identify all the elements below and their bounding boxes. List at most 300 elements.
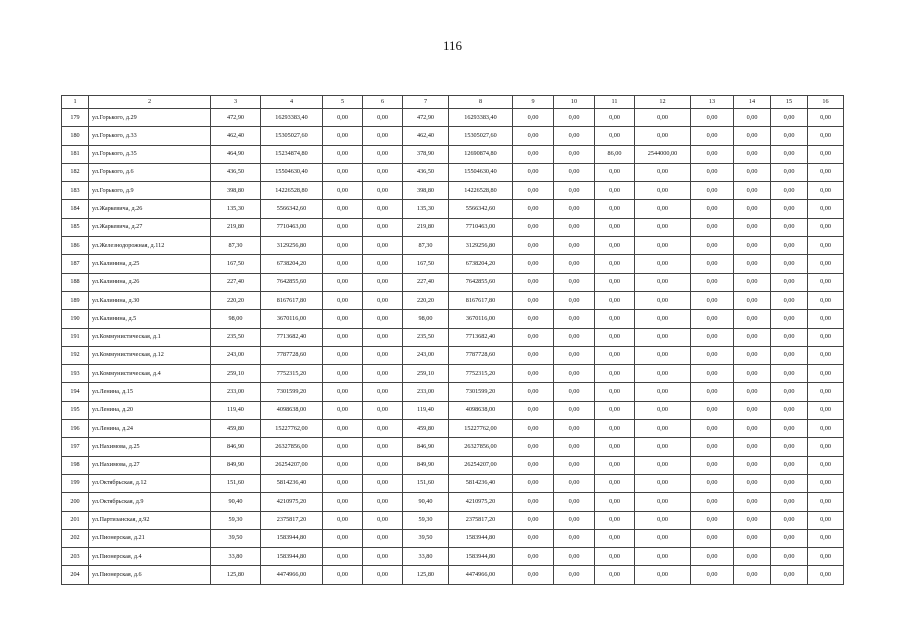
- value-cell: 0,00: [554, 127, 595, 145]
- value-cell: 0,00: [734, 145, 771, 163]
- value-cell: 0,00: [363, 163, 403, 181]
- value-cell: 0,00: [771, 182, 808, 200]
- value-cell: 0,00: [635, 548, 691, 566]
- value-cell: 0,00: [554, 529, 595, 547]
- value-cell: 0,00: [771, 163, 808, 181]
- value-cell: 167,50: [211, 255, 261, 273]
- value-cell: 16293383,40: [261, 109, 323, 127]
- address-cell: ул.Жаркевича, д.26: [89, 200, 211, 218]
- value-cell: 7642855,60: [261, 273, 323, 291]
- value-cell: 0,00: [554, 182, 595, 200]
- value-cell: 0,00: [595, 109, 635, 127]
- value-cell: 849,90: [403, 456, 449, 474]
- value-cell: 0,00: [513, 255, 554, 273]
- value-cell: 0,00: [595, 127, 635, 145]
- value-cell: 0,00: [771, 456, 808, 474]
- value-cell: 0,00: [363, 493, 403, 511]
- value-cell: 0,00: [363, 182, 403, 200]
- value-cell: 4098638,00: [261, 401, 323, 419]
- value-cell: 119,40: [211, 401, 261, 419]
- value-cell: 0,00: [595, 218, 635, 236]
- value-cell: 0,00: [363, 218, 403, 236]
- value-cell: 0,00: [808, 127, 844, 145]
- value-cell: 0,00: [635, 493, 691, 511]
- value-cell: 7301599,20: [449, 383, 513, 401]
- value-cell: 0,00: [635, 365, 691, 383]
- value-cell: 0,00: [363, 109, 403, 127]
- value-cell: 5814236,40: [449, 474, 513, 492]
- value-cell: 0,00: [363, 420, 403, 438]
- value-cell: 0,00: [595, 383, 635, 401]
- value-cell: 0,00: [691, 273, 734, 291]
- value-cell: 0,00: [635, 566, 691, 584]
- value-cell: 0,00: [554, 310, 595, 328]
- value-cell: 0,00: [554, 255, 595, 273]
- table-row: [62, 566, 844, 584]
- value-cell: 4474966,00: [449, 566, 513, 584]
- row-number: 201: [62, 511, 89, 529]
- value-cell: 0,00: [595, 566, 635, 584]
- row-number: 191: [62, 328, 89, 346]
- value-cell: 7752315,20: [261, 365, 323, 383]
- value-cell: 0,00: [323, 456, 363, 474]
- value-cell: 0,00: [771, 237, 808, 255]
- value-cell: 0,00: [771, 474, 808, 492]
- value-cell: 0,00: [734, 566, 771, 584]
- value-cell: 0,00: [808, 438, 844, 456]
- value-cell: 0,00: [554, 237, 595, 255]
- value-cell: 0,00: [635, 310, 691, 328]
- value-cell: 0,00: [595, 548, 635, 566]
- value-cell: 15227762,00: [449, 420, 513, 438]
- value-cell: 0,00: [635, 438, 691, 456]
- value-cell: 378,90: [403, 145, 449, 163]
- address-cell: ул.Партизанская, д.92: [89, 511, 211, 529]
- value-cell: 0,00: [734, 237, 771, 255]
- row-number: 179: [62, 109, 89, 127]
- value-cell: 0,00: [808, 328, 844, 346]
- value-cell: 0,00: [323, 365, 363, 383]
- value-cell: 167,50: [403, 255, 449, 273]
- value-cell: 0,00: [363, 310, 403, 328]
- row-number: 185: [62, 218, 89, 236]
- value-cell: 0,00: [635, 328, 691, 346]
- value-cell: 0,00: [808, 255, 844, 273]
- value-cell: 7713682,40: [261, 328, 323, 346]
- value-cell: 0,00: [363, 145, 403, 163]
- value-cell: 0,00: [323, 346, 363, 364]
- value-cell: 0,00: [595, 273, 635, 291]
- value-cell: 0,00: [363, 200, 403, 218]
- value-cell: 0,00: [595, 237, 635, 255]
- value-cell: 0,00: [734, 401, 771, 419]
- value-cell: 233,00: [211, 383, 261, 401]
- table-row: [62, 291, 844, 309]
- value-cell: 0,00: [554, 109, 595, 127]
- value-cell: 15227762,00: [261, 420, 323, 438]
- value-cell: 0,00: [363, 548, 403, 566]
- value-cell: 0,00: [691, 200, 734, 218]
- value-cell: 1583944,80: [261, 548, 323, 566]
- value-cell: 0,00: [595, 401, 635, 419]
- table-row: [62, 200, 844, 218]
- value-cell: 0,00: [363, 474, 403, 492]
- value-cell: 0,00: [554, 548, 595, 566]
- value-cell: 33,80: [403, 548, 449, 566]
- value-cell: 0,00: [323, 218, 363, 236]
- value-cell: 15305027,60: [449, 127, 513, 145]
- address-cell: ул.Калинина, д.5: [89, 310, 211, 328]
- value-cell: 0,00: [808, 273, 844, 291]
- value-cell: 26254207,00: [261, 456, 323, 474]
- value-cell: 0,00: [363, 346, 403, 364]
- value-cell: 0,00: [595, 493, 635, 511]
- address-cell: ул.Пионерская, д.6: [89, 566, 211, 584]
- table-row: [62, 346, 844, 364]
- value-cell: 0,00: [554, 273, 595, 291]
- value-cell: 0,00: [363, 529, 403, 547]
- table-row: [62, 328, 844, 346]
- value-cell: 7787728,60: [449, 346, 513, 364]
- value-cell: 119,40: [403, 401, 449, 419]
- value-cell: 6738204,20: [449, 255, 513, 273]
- value-cell: 0,00: [513, 200, 554, 218]
- value-cell: 3670116,00: [449, 310, 513, 328]
- row-number: 195: [62, 401, 89, 419]
- address-cell: ул.Ленина, д.20: [89, 401, 211, 419]
- value-cell: 0,00: [513, 163, 554, 181]
- row-number: 193: [62, 365, 89, 383]
- value-cell: 0,00: [595, 456, 635, 474]
- value-cell: 135,30: [211, 200, 261, 218]
- value-cell: 135,30: [403, 200, 449, 218]
- value-cell: 14226528,80: [449, 182, 513, 200]
- value-cell: 0,00: [363, 237, 403, 255]
- value-cell: 0,00: [323, 255, 363, 273]
- address-cell: ул.Калинина, д.30: [89, 291, 211, 309]
- value-cell: 0,00: [595, 163, 635, 181]
- value-cell: 0,00: [554, 493, 595, 511]
- table-row: [62, 237, 844, 255]
- value-cell: 4210975,20: [261, 493, 323, 511]
- value-cell: 7752315,20: [449, 365, 513, 383]
- value-cell: 0,00: [323, 273, 363, 291]
- row-number: 196: [62, 420, 89, 438]
- table-row: [62, 273, 844, 291]
- value-cell: 0,00: [554, 474, 595, 492]
- value-cell: 0,00: [771, 511, 808, 529]
- value-cell: 0,00: [808, 456, 844, 474]
- value-cell: 0,00: [771, 493, 808, 511]
- value-cell: 0,00: [771, 420, 808, 438]
- value-cell: 398,80: [211, 182, 261, 200]
- value-cell: 0,00: [513, 456, 554, 474]
- value-cell: 0,00: [771, 291, 808, 309]
- value-cell: 59,30: [403, 511, 449, 529]
- value-cell: 0,00: [554, 200, 595, 218]
- value-cell: 0,00: [734, 474, 771, 492]
- address-cell: ул.Нахимова, д.27: [89, 456, 211, 474]
- table-row: [62, 511, 844, 529]
- value-cell: 0,00: [595, 474, 635, 492]
- value-cell: 0,00: [513, 511, 554, 529]
- value-cell: 0,00: [691, 566, 734, 584]
- column-header: 4: [261, 96, 323, 109]
- value-cell: 0,00: [635, 474, 691, 492]
- value-cell: 0,00: [734, 456, 771, 474]
- value-cell: 0,00: [595, 182, 635, 200]
- value-cell: 0,00: [808, 529, 844, 547]
- column-header: 11: [595, 96, 635, 109]
- value-cell: 0,00: [808, 511, 844, 529]
- row-number: 183: [62, 182, 89, 200]
- column-header: 15: [771, 96, 808, 109]
- value-cell: 0,00: [734, 346, 771, 364]
- value-cell: 0,00: [513, 218, 554, 236]
- value-cell: 220,20: [403, 291, 449, 309]
- value-cell: 3670116,00: [261, 310, 323, 328]
- address-cell: ул.Октябрьская, д.12: [89, 474, 211, 492]
- value-cell: 7787728,60: [261, 346, 323, 364]
- table-row: [62, 438, 844, 456]
- row-number: 203: [62, 548, 89, 566]
- value-cell: 0,00: [808, 237, 844, 255]
- value-cell: 0,00: [808, 109, 844, 127]
- value-cell: 0,00: [635, 456, 691, 474]
- row-number: 181: [62, 145, 89, 163]
- value-cell: 0,00: [513, 127, 554, 145]
- row-number: 194: [62, 383, 89, 401]
- value-cell: 0,00: [635, 255, 691, 273]
- value-cell: 0,00: [691, 182, 734, 200]
- value-cell: 0,00: [635, 218, 691, 236]
- address-cell: ул.Горького, д.9: [89, 182, 211, 200]
- value-cell: 0,00: [554, 456, 595, 474]
- table-row: [62, 218, 844, 236]
- value-cell: 227,40: [403, 273, 449, 291]
- value-cell: 0,00: [691, 145, 734, 163]
- table-row: [62, 383, 844, 401]
- value-cell: 259,10: [403, 365, 449, 383]
- table-row: [62, 109, 844, 127]
- value-cell: 0,00: [595, 291, 635, 309]
- value-cell: 472,90: [403, 109, 449, 127]
- row-number: 190: [62, 310, 89, 328]
- value-cell: 0,00: [635, 291, 691, 309]
- value-cell: 5814236,40: [261, 474, 323, 492]
- value-cell: 436,50: [211, 163, 261, 181]
- value-cell: 227,40: [211, 273, 261, 291]
- value-cell: 0,00: [595, 346, 635, 364]
- value-cell: 0,00: [691, 237, 734, 255]
- value-cell: 0,00: [363, 127, 403, 145]
- value-cell: 0,00: [771, 346, 808, 364]
- value-cell: 0,00: [808, 383, 844, 401]
- value-cell: 90,40: [211, 493, 261, 511]
- value-cell: 0,00: [691, 328, 734, 346]
- address-cell: ул.Нахимова, д.25: [89, 438, 211, 456]
- address-cell: ул.Калинина, д.25: [89, 255, 211, 273]
- value-cell: 15305027,60: [261, 127, 323, 145]
- value-cell: 0,00: [734, 163, 771, 181]
- value-cell: 0,00: [323, 237, 363, 255]
- table-row: [62, 182, 844, 200]
- value-cell: 39,50: [211, 529, 261, 547]
- value-cell: 0,00: [635, 511, 691, 529]
- value-cell: 0,00: [691, 310, 734, 328]
- value-cell: 0,00: [691, 291, 734, 309]
- column-header: 1: [62, 96, 89, 109]
- value-cell: 0,00: [808, 200, 844, 218]
- value-cell: 0,00: [734, 383, 771, 401]
- value-cell: 0,00: [595, 310, 635, 328]
- value-cell: 0,00: [554, 566, 595, 584]
- value-cell: 0,00: [734, 511, 771, 529]
- table-row: [62, 493, 844, 511]
- value-cell: 0,00: [323, 493, 363, 511]
- table-row: [62, 548, 844, 566]
- value-cell: 0,00: [808, 401, 844, 419]
- value-cell: 0,00: [734, 109, 771, 127]
- address-cell: ул.Ленина, д.24: [89, 420, 211, 438]
- value-cell: 15504630,40: [261, 163, 323, 181]
- value-cell: 0,00: [771, 127, 808, 145]
- value-cell: 219,80: [403, 218, 449, 236]
- value-cell: 3129256,80: [261, 237, 323, 255]
- row-number: 186: [62, 237, 89, 255]
- value-cell: 0,00: [323, 291, 363, 309]
- value-cell: 219,80: [211, 218, 261, 236]
- value-cell: 0,00: [363, 401, 403, 419]
- value-cell: 0,00: [734, 310, 771, 328]
- value-cell: 0,00: [513, 438, 554, 456]
- value-cell: 8167617,80: [449, 291, 513, 309]
- value-cell: 0,00: [595, 255, 635, 273]
- value-cell: 0,00: [513, 237, 554, 255]
- value-cell: 0,00: [513, 273, 554, 291]
- value-cell: 0,00: [554, 401, 595, 419]
- value-cell: 0,00: [771, 529, 808, 547]
- column-header: 10: [554, 96, 595, 109]
- value-cell: 0,00: [635, 127, 691, 145]
- value-cell: 2375817,20: [449, 511, 513, 529]
- value-cell: 0,00: [513, 566, 554, 584]
- value-cell: 0,00: [771, 255, 808, 273]
- value-cell: 59,30: [211, 511, 261, 529]
- value-cell: 0,00: [323, 383, 363, 401]
- value-cell: 0,00: [554, 438, 595, 456]
- value-cell: 0,00: [734, 182, 771, 200]
- value-cell: 462,40: [403, 127, 449, 145]
- value-cell: 0,00: [808, 163, 844, 181]
- value-cell: 1583944,80: [449, 529, 513, 547]
- value-cell: 0,00: [595, 529, 635, 547]
- page-number: 116: [442, 38, 463, 53]
- column-header: 3: [211, 96, 261, 109]
- value-cell: 0,00: [734, 493, 771, 511]
- value-cell: 0,00: [554, 218, 595, 236]
- value-cell: 0,00: [808, 365, 844, 383]
- value-cell: 26327856,00: [449, 438, 513, 456]
- value-cell: 0,00: [691, 163, 734, 181]
- value-cell: 7713682,40: [449, 328, 513, 346]
- value-cell: 0,00: [513, 365, 554, 383]
- value-cell: 472,90: [211, 109, 261, 127]
- value-cell: 0,00: [734, 365, 771, 383]
- value-cell: 0,00: [513, 182, 554, 200]
- value-cell: 0,00: [771, 145, 808, 163]
- value-cell: 0,00: [513, 474, 554, 492]
- value-cell: 5566342,60: [261, 200, 323, 218]
- value-cell: 0,00: [513, 328, 554, 346]
- value-cell: 462,40: [211, 127, 261, 145]
- value-cell: 0,00: [691, 127, 734, 145]
- value-cell: 0,00: [554, 511, 595, 529]
- address-cell: ул.Октябрьская, д.9: [89, 493, 211, 511]
- value-cell: 86,00: [595, 145, 635, 163]
- address-cell: ул.Коммунистическая, д.12: [89, 346, 211, 364]
- row-number: 180: [62, 127, 89, 145]
- value-cell: 0,00: [734, 127, 771, 145]
- value-cell: 0,00: [323, 566, 363, 584]
- value-cell: 0,00: [323, 200, 363, 218]
- value-cell: 0,00: [323, 310, 363, 328]
- address-cell: ул.Пионерская, д.21: [89, 529, 211, 547]
- value-cell: 0,00: [363, 456, 403, 474]
- address-cell: ул.Пионерская, д.4: [89, 548, 211, 566]
- value-cell: 125,80: [211, 566, 261, 584]
- value-cell: 7642855,60: [449, 273, 513, 291]
- value-cell: 464,90: [211, 145, 261, 163]
- column-header: 7: [403, 96, 449, 109]
- header-row: [62, 96, 844, 109]
- value-cell: 0,00: [771, 438, 808, 456]
- value-cell: 0,00: [771, 200, 808, 218]
- value-cell: 0,00: [635, 163, 691, 181]
- value-cell: 0,00: [595, 438, 635, 456]
- value-cell: 0,00: [635, 182, 691, 200]
- data-table: [61, 95, 844, 585]
- value-cell: 0,00: [635, 529, 691, 547]
- value-cell: 0,00: [771, 218, 808, 236]
- value-cell: 0,00: [734, 273, 771, 291]
- value-cell: 0,00: [771, 383, 808, 401]
- value-cell: 0,00: [554, 365, 595, 383]
- value-cell: 0,00: [808, 566, 844, 584]
- row-number: 182: [62, 163, 89, 181]
- value-cell: 0,00: [363, 511, 403, 529]
- value-cell: 0,00: [513, 346, 554, 364]
- value-cell: 5566342,60: [449, 200, 513, 218]
- value-cell: 4210975,20: [449, 493, 513, 511]
- value-cell: 0,00: [808, 474, 844, 492]
- value-cell: 15504630,40: [449, 163, 513, 181]
- value-cell: 0,00: [323, 328, 363, 346]
- value-cell: 0,00: [513, 529, 554, 547]
- value-cell: 6738204,20: [261, 255, 323, 273]
- row-number: 204: [62, 566, 89, 584]
- value-cell: 4474966,00: [261, 566, 323, 584]
- table-row: [62, 420, 844, 438]
- row-number: 197: [62, 438, 89, 456]
- address-cell: ул.Калинина, д.26: [89, 273, 211, 291]
- value-cell: 0,00: [771, 566, 808, 584]
- value-cell: 0,00: [771, 310, 808, 328]
- value-cell: 0,00: [734, 438, 771, 456]
- table-row: [62, 456, 844, 474]
- value-cell: 98,00: [211, 310, 261, 328]
- table-row: [62, 365, 844, 383]
